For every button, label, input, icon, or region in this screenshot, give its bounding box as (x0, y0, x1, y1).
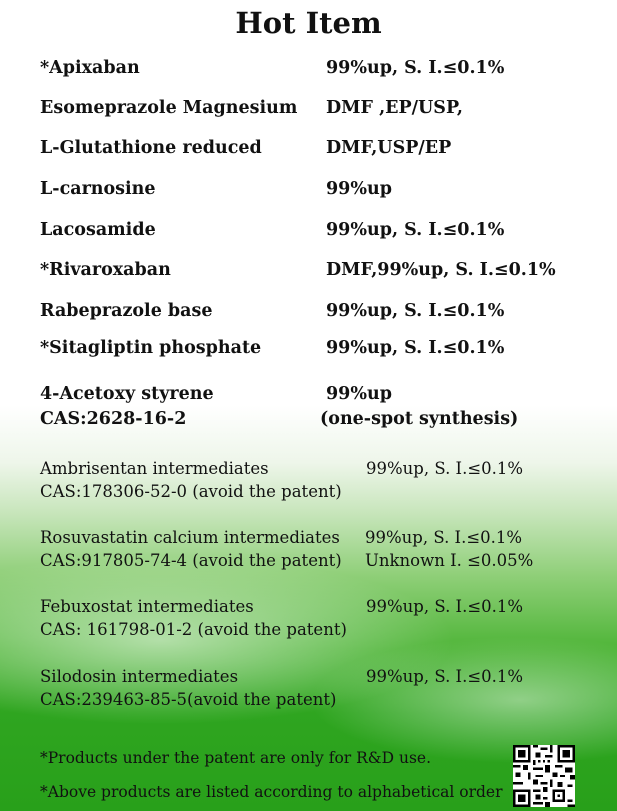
qr-code-icon (513, 745, 575, 807)
product-name: L-carnosine (40, 179, 156, 199)
product-spec: 99%up, S. I.≤0.1% (366, 459, 524, 478)
product-spec: 99%up, S. I.≤0.1% (326, 220, 505, 240)
product-name: Esomeprazole Magnesium (40, 98, 298, 118)
product-name: *Sitagliptin phosphate (40, 338, 262, 358)
product-spec: 99%up, S. I.≤0.1% (326, 301, 505, 321)
product-spec: 99%up, S. I.≤0.1% (366, 597, 524, 616)
product-spec: DMF ,EP/USP, (326, 98, 463, 118)
product-name: Lacosamide (40, 220, 156, 240)
footer-note-order: *Above products are listed according to alphabetical order (40, 783, 503, 801)
product-note: (one-spot synthesis) (320, 409, 519, 429)
product-spec: 99%up (326, 179, 392, 199)
product-cas: CAS:917805-74-4 (avoid the patent) (40, 551, 342, 570)
product-spec: 99%up, S. I.≤0.1% (326, 58, 505, 78)
product-cas: CAS:178306-52-0 (avoid the patent) (40, 482, 342, 501)
product-name: Silodosin intermediates (40, 667, 239, 686)
product-name: 4-Acetoxy styrene (40, 384, 214, 404)
product-name: Rabeprazole base (40, 301, 213, 321)
product-name: *Rivaroxaban (40, 260, 171, 280)
product-spec: 99%up, S. I.≤0.1% (365, 528, 523, 547)
product-name: Febuxostat intermediates (40, 597, 254, 616)
product-name: Ambrisentan intermediates (40, 459, 269, 478)
product-name: *Apixaban (40, 58, 140, 78)
product-cas: CAS: 161798-01-2 (avoid the patent) (40, 620, 347, 639)
product-spec: 99%up (326, 384, 392, 404)
product-name: Rosuvastatin calcium intermediates (40, 528, 340, 547)
page-title: Hot Item (235, 6, 382, 40)
product-spec: 99%up, S. I.≤0.1% (326, 338, 505, 358)
product-spec: DMF,USP/EP (326, 138, 452, 158)
product-spec: DMF,99%up, S. I.≤0.1% (326, 260, 556, 280)
product-spec: 99%up, S. I.≤0.1% (366, 667, 524, 686)
product-cas: CAS:2628-16-2 (40, 409, 187, 429)
product-cas: CAS:239463-85-5(avoid the patent) (40, 690, 337, 709)
product-name: L-Glutathione reduced (40, 138, 262, 158)
product-spec-secondary: Unknown I. ≤0.05% (365, 551, 534, 570)
footer-note-patent: *Products under the patent are only for R&D use. (40, 749, 431, 767)
